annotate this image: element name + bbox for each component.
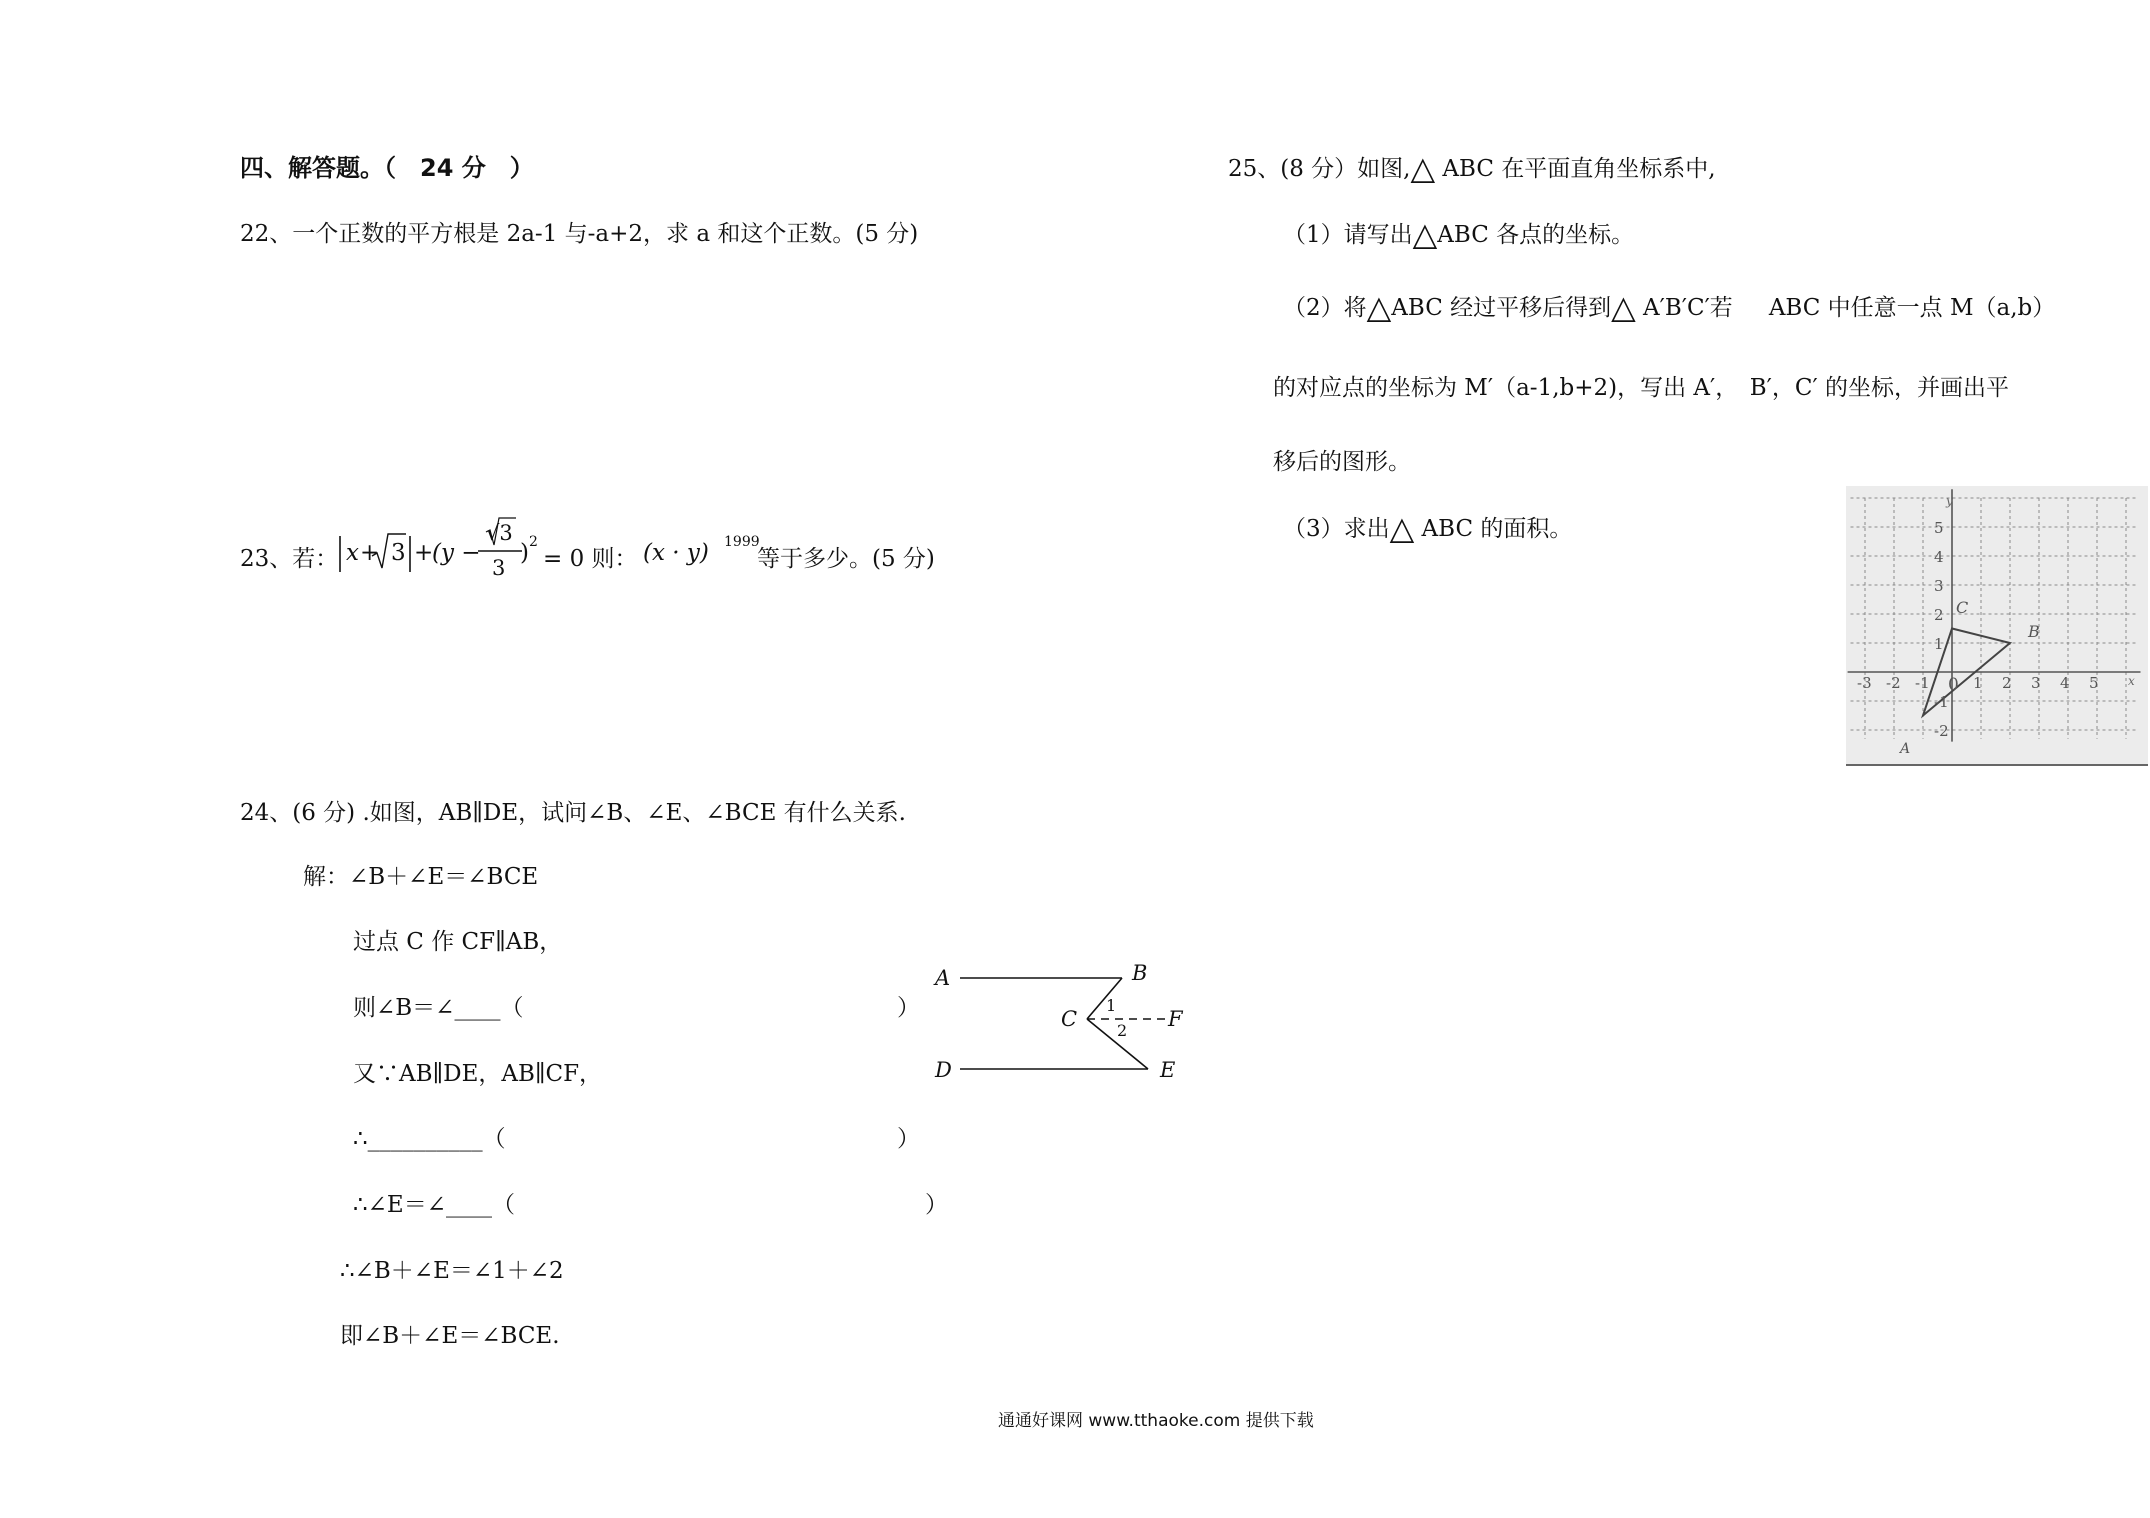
triangle-symbol: △ — [1412, 215, 1438, 253]
q25-part3 — [1283, 509, 1573, 547]
grid-x-tick: -2 — [1886, 674, 1901, 692]
triangle-symbol: △ — [1410, 149, 1436, 187]
q25-part1 — [1283, 215, 1635, 253]
grid-x-tick: 4 — [2060, 674, 2070, 692]
triangle-symbol: △ — [1366, 288, 1392, 326]
label-d: D — [935, 1058, 952, 1082]
grid-x-tick: 1 — [1973, 674, 1983, 692]
grid-y-tick: -1 — [1934, 693, 1949, 711]
q23-frac-den: 3 — [492, 556, 506, 580]
grid-x-tick: -1 — [1915, 674, 1930, 692]
grid-x-tick: 2 — [2002, 674, 2012, 692]
q23-expr: (x · y) — [643, 540, 709, 566]
grid-y-tick: 3 — [1934, 577, 1944, 595]
q23-sup1999: 1999 — [724, 534, 760, 550]
q24-line3-close: ） — [897, 995, 920, 1021]
label-e: E — [1160, 1058, 1176, 1082]
q23-sup2: 2 — [529, 534, 538, 550]
q23-frac-num: √3 — [486, 521, 513, 545]
footer-text: 通通好课网 www.tthaoke.com 提供下载 — [998, 1411, 1314, 1431]
q25-stem-post: ABC 在平面直角坐标系中, — [1435, 156, 1716, 182]
q23-paren-y: (y − — [432, 540, 481, 566]
q24-line8: 即∠B＋∠E＝∠BCE. — [340, 1323, 560, 1349]
q24-line1: 解：∠B＋∠E＝∠BCE — [303, 864, 539, 890]
q25-part2-line3: 移后的图形。 — [1273, 449, 1411, 475]
line-bc — [1087, 978, 1122, 1019]
grid-x-tick: 3 — [2031, 674, 2041, 692]
q23-plus1: + — [360, 540, 380, 566]
q24-line5-close: ） — [897, 1126, 920, 1152]
q24-line6: ∴∠E＝∠____（ — [353, 1192, 515, 1218]
label-angle-2: 2 — [1117, 1021, 1128, 1040]
q25-p2-pre: （2）将 — [1283, 295, 1367, 321]
grid-label-c: C — [1956, 598, 1969, 617]
q23-plus2: + — [414, 540, 434, 566]
q23-suffix: 等于多少。(5 分) — [757, 546, 935, 572]
q23-abs-x: x — [346, 540, 359, 566]
grid-y-tick: 5 — [1934, 519, 1944, 537]
question-22: 22、一个正数的平方根是 2a-1 与-a+2，求 a 和这个正数。(5 分) — [240, 221, 919, 247]
q23-sqrt3: 3 — [391, 540, 406, 566]
q25-p2-mid2: A′B′C′若 — [1635, 295, 1733, 321]
q25-p1-pre: （1）请写出 — [1283, 222, 1413, 248]
grid-x-label: x — [2128, 674, 2135, 688]
question-25-stem — [1228, 149, 1716, 187]
q24-line5: ∴__________（ — [353, 1126, 506, 1152]
q25-stem-pre: 25、(8 分）如图, — [1228, 156, 1411, 182]
coordinate-grid-figure — [1846, 486, 2148, 764]
question-24-stem: 24、(6 分) .如图，AB∥DE，试问∠B、∠E、∠BCE 有什么关系. — [240, 800, 906, 826]
label-a: A — [935, 966, 951, 990]
q25-p3-pre: （3）求出 — [1283, 516, 1390, 542]
q25-part2 — [1283, 288, 2056, 326]
q25-p2-post: ABC 中任意一点 M（a,b） — [1768, 295, 2056, 321]
label-angle-1: 1 — [1106, 996, 1117, 1015]
grid-y-tick: 2 — [1934, 606, 1944, 624]
q25-p2-mid: ABC 经过平移后得到 — [1391, 295, 1612, 321]
grid-underline — [0, 0, 1, 1]
q25-p3-post: ABC 的面积。 — [1414, 516, 1573, 542]
q23-prefix: 23、若： — [240, 546, 339, 572]
label-b: B — [1132, 961, 1148, 985]
grid-label-b: B — [2028, 622, 2040, 641]
label-c: C — [1061, 1007, 1078, 1031]
section-title: 四、解答题。（ 24 分 ） — [240, 154, 534, 182]
q24-line2: 过点 C 作 CF∥AB， — [353, 929, 563, 955]
grid-origin-label: 0 — [1948, 675, 1959, 695]
triangle-symbol: △ — [1389, 509, 1415, 547]
q23-pow-paren: ) — [520, 540, 529, 566]
grid-x-tick: -3 — [1857, 674, 1872, 692]
label-f: F — [1168, 1007, 1183, 1031]
q25-part2-line2: 的对应点的坐标为 M′（a-1,b+2)，写出 A′， B′，C′ 的坐标，并画出平 — [1273, 375, 2010, 401]
q23-eq0: = 0 则： — [543, 546, 638, 572]
grid-y-tick: 1 — [1934, 635, 1944, 653]
grid-svg — [1846, 486, 2148, 764]
triangle-symbol: △ — [1611, 288, 1636, 326]
q25-p1-post: ABC 各点的坐标。 — [1437, 222, 1635, 248]
q24-line6-close: ） — [925, 1192, 948, 1218]
grid-y-tick: 4 — [1934, 548, 1944, 566]
q24-line7: ∴∠B＋∠E＝∠1＋∠2 — [340, 1258, 564, 1284]
grid-y-tick: -2 — [1934, 722, 1949, 740]
grid-label-a: A — [1900, 741, 1911, 757]
grid-x-tick: 5 — [2089, 674, 2099, 692]
grid-y-label: y — [1946, 494, 1953, 508]
q24-line4: 又∵AB∥DE，AB∥CF， — [353, 1061, 603, 1087]
q24-line3: 则∠B＝∠____（ — [353, 995, 524, 1021]
